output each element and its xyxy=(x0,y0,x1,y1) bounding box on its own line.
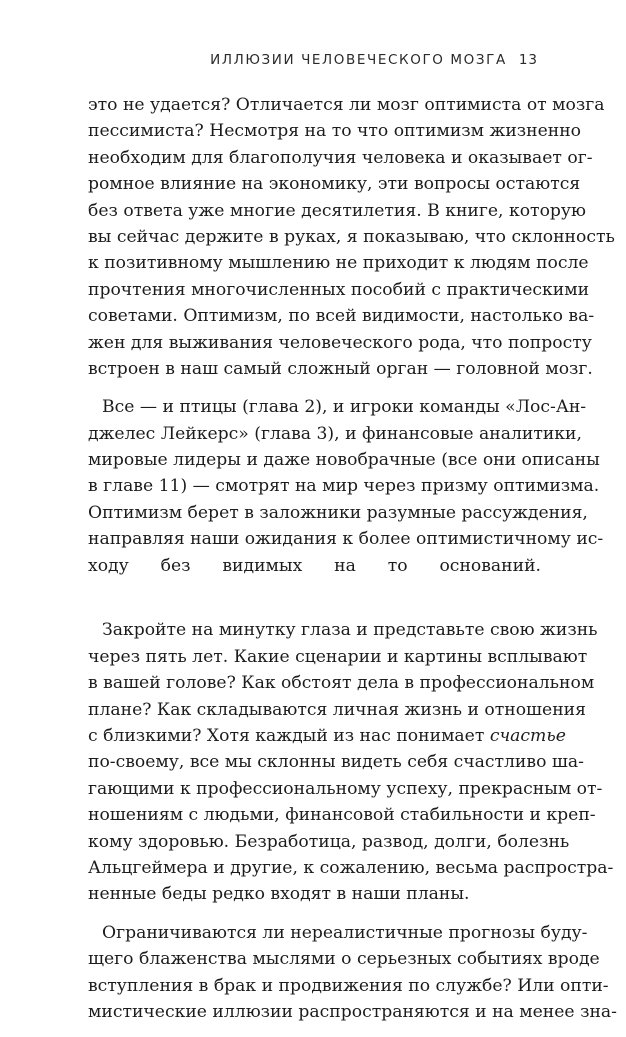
text-line: к позитивному мышлению не приходит к людям после xyxy=(88,253,589,274)
text-line: ходу без видимых на то оснований. xyxy=(88,555,541,576)
text-line: ношениям с людьми, финансовой стабильности и креп- xyxy=(88,805,596,826)
text-line: Альцгеймера и другие, к сожалению, весьма распростра- xyxy=(88,857,614,878)
text-line: по-своему, все мы склонны видеть себя счастливо ша- xyxy=(88,752,584,773)
paragraph-2 xyxy=(88,394,604,605)
running-title: ИЛЛЮЗИИ ЧЕЛОВЕЧЕСКОГО МОЗГА xyxy=(210,52,507,68)
text-line: советами. Оптимизм, по всей видимости, настолько ва- xyxy=(88,306,595,327)
page-body xyxy=(88,92,617,1037)
text-line: необходим для благополучия человека и оказывает ог- xyxy=(88,147,593,168)
text-line: Все — и птицы (глава 2), и игроки команды «Лос-Ан- xyxy=(102,397,587,418)
paragraph-3 xyxy=(88,617,614,907)
text-line: гающими к профессиональному успеху, прекрасным от- xyxy=(88,778,603,799)
text-line: Закройте на минутку глаза и представьте свою жизнь xyxy=(102,620,598,641)
text-line: без ответа уже многие десятилетия. В книге, которую xyxy=(88,200,586,221)
text-line: пессимиста? Несмотря на то что оптимизм жизненно xyxy=(88,121,582,142)
text-line: кому здоровью. Безработица, развод, долги, болезнь xyxy=(88,831,570,852)
line-text: с близкими? Хотя каждый из нас понимает xyxy=(88,725,485,746)
text-line: жен для выживания человеческого рода, что попросту xyxy=(88,332,592,353)
text-line: джелес Лейкерс» (глава 3), и финансовые аналитики, xyxy=(88,423,582,444)
paragraph-1 xyxy=(88,92,615,382)
text-line: это не удается? Отличается ли мозг оптимиста от мозга xyxy=(88,95,605,115)
text-line: мистические иллюзии распространяются и на менее зна- xyxy=(88,1001,617,1022)
running-head xyxy=(210,52,538,68)
text-line: в вашей голове? Как обстоят дела в профессиональном xyxy=(88,673,595,694)
text-line: вы сейчас держите в руках, я показываю, что склонность xyxy=(88,226,615,247)
text-line-with-italic xyxy=(88,723,566,749)
text-line: Оптимизм берет в заложники разумные рассуждения, xyxy=(88,502,588,523)
paragraph-4 xyxy=(88,920,617,1026)
text-line: вступления в брак и продвижения по службе? Или опти- xyxy=(88,975,609,996)
text-line: плане? Как складываются личная жизнь и отношения xyxy=(88,699,586,720)
text-line: встроен в наш самый сложный орган — головной мозг. xyxy=(88,358,593,379)
text-line: через пять лет. Какие сценарии и картины всплывают xyxy=(88,646,588,667)
text-line: ненные беды редко входят в наши планы. xyxy=(88,884,470,905)
text-line: в главе 11) — смотрят на мир через призму оптимизма. xyxy=(88,476,600,497)
text-line: направляя наши ожидания к более оптимистичному ис- xyxy=(88,529,604,550)
text-line: прочтения многочисленных пособий с практическими xyxy=(88,279,590,300)
text-line: Ограничиваются ли нереалистичные прогнозы буду- xyxy=(102,922,588,943)
text-line: щего блаженства мыслями о серьезных событиях вроде xyxy=(88,949,600,970)
text-line: мировые лидеры и даже новобрачные (все они описаны xyxy=(88,450,600,471)
text-line xyxy=(88,579,541,605)
text-line: ромное влияние на экономику, эти вопросы остаются xyxy=(88,174,581,195)
italic-word: счастье xyxy=(489,725,566,746)
page-number: 13 xyxy=(518,52,538,68)
